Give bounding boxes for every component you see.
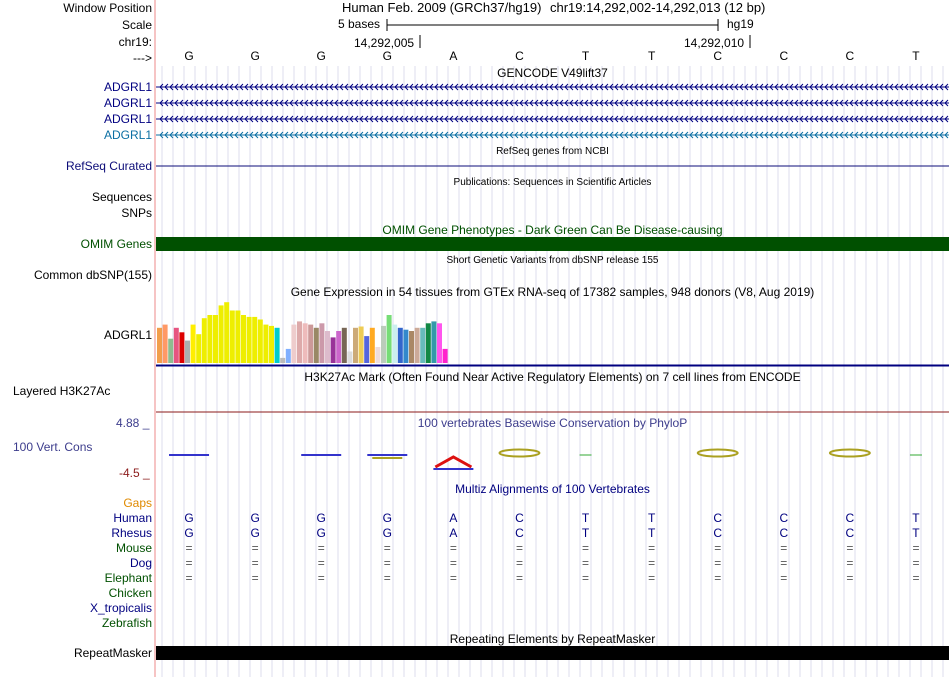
repeatmasker-label[interactable]: RepeatMasker: [73, 646, 152, 660]
alignment-base: =: [449, 541, 457, 555]
base-letter: T: [912, 49, 920, 63]
species-label[interactable]: Dog: [129, 556, 152, 570]
gaps-label[interactable]: Gaps: [123, 496, 152, 510]
coord-right: 14,292,010: [684, 36, 745, 50]
gtex-tissue-bar[interactable]: [415, 328, 420, 363]
alignment-base: C: [515, 526, 524, 540]
alignment-base: =: [185, 571, 193, 585]
gtex-label[interactable]: ADGRL1: [103, 328, 152, 342]
alignment-base: =: [251, 571, 259, 585]
alignment-base: =: [714, 556, 722, 570]
strand-label: --->: [133, 51, 152, 65]
gtex-tissue-bar[interactable]: [252, 317, 257, 363]
species-label[interactable]: Elephant: [104, 571, 152, 585]
conservation-label[interactable]: 100 Vert. Cons: [13, 440, 93, 454]
alignment-base: G: [184, 526, 194, 540]
conservation-glyph: [698, 450, 738, 457]
alignment-base: T: [912, 511, 920, 525]
conservation-glyph: [435, 457, 471, 467]
alignment-base: =: [846, 571, 854, 585]
gtex-tissue-bar[interactable]: [381, 326, 386, 363]
scale-text: 5 bases: [338, 17, 381, 31]
alignment-base: G: [316, 526, 326, 540]
gtex-tissue-bar[interactable]: [219, 305, 224, 363]
publications-label-sequences[interactable]: Sequences: [91, 190, 152, 204]
alignment-base: =: [515, 571, 523, 585]
base-letter: G: [184, 49, 194, 63]
alignment-base: =: [317, 571, 325, 585]
publications-label-snps[interactable]: SNPs: [121, 206, 152, 220]
position-text: chr19:14,292,002-14,292,013 (12 bp): [550, 0, 766, 15]
refseq-label[interactable]: RefSeq Curated: [65, 159, 152, 173]
base-letter: A: [449, 49, 458, 63]
gencode-transcript-label-2[interactable]: ADGRL1: [103, 96, 152, 110]
gtex-tissue-bar[interactable]: [168, 339, 173, 363]
base-letter: C: [845, 49, 855, 63]
gencode-transcript-label-3[interactable]: ADGRL1: [103, 112, 152, 126]
species-label[interactable]: Human: [113, 511, 152, 525]
gtex-tissue-bar[interactable]: [179, 332, 184, 363]
alignment-base: C: [845, 526, 855, 540]
alignment-base: =: [912, 541, 920, 555]
gtex-tissue-bar[interactable]: [258, 320, 263, 364]
gtex-tissue-bar[interactable]: [230, 311, 235, 364]
gtex-tissue-bar[interactable]: [347, 352, 352, 364]
alignment-base: =: [317, 556, 325, 570]
alignment-base: C: [779, 526, 789, 540]
repeatmasker-title: Repeating Elements by RepeatMasker: [449, 632, 656, 646]
alignment-base: C: [515, 511, 524, 525]
gtex-tissue-bar[interactable]: [263, 325, 268, 363]
alignment-base: =: [648, 556, 656, 570]
alignment-base: T: [581, 526, 590, 540]
alignment-base: =: [648, 571, 656, 585]
gtex-tissue-bar[interactable]: [303, 323, 308, 363]
conservation-ymax: 4.88 _: [116, 416, 150, 430]
alignment-base: =: [846, 556, 854, 570]
alignment-base: =: [846, 541, 854, 555]
alignment-base: =: [780, 556, 788, 570]
alignment-base: =: [912, 571, 920, 585]
gtex-tissue-bar[interactable]: [353, 328, 358, 363]
omim-title: OMIM Gene Phenotypes - Dark Green Can Be Disease-causing: [382, 223, 723, 237]
gencode-title: GENCODE V49lift37: [497, 66, 608, 80]
species-label[interactable]: X_tropicalis: [89, 601, 152, 615]
gtex-tissue-bar[interactable]: [213, 315, 218, 363]
dbsnp-label[interactable]: Common dbSNP(155): [33, 268, 152, 282]
gtex-tissue-bar[interactable]: [364, 336, 369, 363]
gtex-tissue-bar[interactable]: [443, 349, 448, 363]
gtex-tissue-bar[interactable]: [325, 331, 330, 363]
alignment-base: =: [449, 556, 457, 570]
base-letter: C: [515, 49, 524, 63]
alignment-base: =: [582, 556, 590, 570]
alignment-base: C: [713, 511, 723, 525]
alignment-base: G: [382, 526, 392, 540]
gtex-tissue-bar[interactable]: [224, 302, 229, 363]
gtex-tissue-bar[interactable]: [431, 321, 436, 363]
gtex-tissue-bar[interactable]: [291, 325, 296, 363]
gtex-tissue-bar[interactable]: [286, 349, 291, 363]
base-letter: G: [250, 49, 260, 63]
gtex-tissue-bar[interactable]: [157, 328, 162, 363]
gtex-tissue-bar[interactable]: [437, 323, 442, 363]
refseq-title: RefSeq genes from NCBI: [496, 146, 609, 157]
alignment-base: C: [845, 511, 855, 525]
omim-bar: [156, 237, 949, 251]
conservation-title: 100 vertebrates Basewise Conservation by PhyloP: [417, 416, 688, 430]
alignment-base: =: [714, 541, 722, 555]
alignment-base: =: [383, 571, 391, 585]
publications-title: Publications: Sequences in Scientific Articles: [453, 177, 652, 188]
h3k27ac-label[interactable]: Layered H3K27Ac: [13, 384, 111, 398]
base-letter: C: [713, 49, 723, 63]
gtex-tissue-bar[interactable]: [392, 325, 397, 363]
alignment-base: C: [713, 526, 723, 540]
alignment-base: =: [780, 541, 788, 555]
base-letter: G: [316, 49, 326, 63]
coord-left: 14,292,005: [354, 36, 415, 50]
species-label[interactable]: Chicken: [108, 586, 152, 600]
repeatmasker-bar: [156, 646, 949, 660]
alignment-base: =: [515, 541, 523, 555]
alignment-base: =: [449, 571, 457, 585]
alignment-base: =: [912, 556, 920, 570]
gtex-tissue-bar[interactable]: [174, 328, 179, 363]
alignment-base: =: [515, 556, 523, 570]
alignment-base: C: [779, 511, 789, 525]
gtex-title: Gene Expression in 54 tissues from GTEx RNA-seq of 17382 samples, 948 donors (V8, Aug 2019): [290, 285, 815, 299]
species-label[interactable]: Rhesus: [111, 526, 152, 540]
base-letter: C: [779, 49, 789, 63]
gtex-tissue-bar[interactable]: [387, 315, 392, 363]
alignment-base: =: [185, 556, 193, 570]
alignment-base: T: [647, 511, 656, 525]
gtex-tissue-bar[interactable]: [275, 328, 280, 363]
gtex-tissue-bar[interactable]: [319, 323, 324, 363]
base-letter: T: [581, 49, 590, 63]
alignment-base: =: [185, 541, 193, 555]
alignment-base: =: [780, 571, 788, 585]
alignment-base: =: [251, 541, 259, 555]
gtex-tissue-bar[interactable]: [342, 328, 347, 363]
gtex-tissue-bar[interactable]: [185, 341, 190, 363]
alignment-base: A: [449, 526, 458, 540]
alignment-base: =: [714, 571, 722, 585]
gtex-tissue-bar[interactable]: [191, 325, 196, 363]
gtex-tissue-bar[interactable]: [297, 321, 302, 363]
alignment-base: =: [582, 571, 590, 585]
window-position-label: Window Position: [63, 1, 152, 15]
alignment-base: G: [382, 511, 392, 525]
gtex-tissue-bar[interactable]: [247, 317, 252, 363]
gtex-tissue-bar[interactable]: [359, 327, 364, 364]
gtex-tissue-bar[interactable]: [202, 318, 207, 363]
gtex-tissue-bar[interactable]: [420, 328, 425, 363]
alignment-base: T: [581, 511, 590, 525]
assembly-text: Human Feb. 2009 (GRCh37/hg19): [342, 0, 542, 15]
gtex-tissue-bar[interactable]: [235, 311, 240, 364]
alignment-base: =: [383, 541, 391, 555]
gtex-tissue-bar[interactable]: [207, 315, 212, 363]
multiz-title: Multiz Alignments of 100 Vertebrates: [455, 482, 650, 496]
alignment-base: A: [449, 511, 458, 525]
alignment-base: G: [184, 511, 194, 525]
species-label[interactable]: Zebrafish: [101, 616, 152, 630]
gtex-tissue-bar[interactable]: [426, 323, 431, 363]
gtex-tissue-bar[interactable]: [403, 330, 408, 363]
gencode-transcript-label-4[interactable]: ADGRL1: [103, 128, 152, 142]
gtex-tissue-bar[interactable]: [398, 328, 403, 363]
gtex-tissue-bar[interactable]: [409, 331, 414, 363]
alignment-base: G: [250, 511, 260, 525]
gtex-tissue-bar[interactable]: [375, 347, 380, 363]
conservation-glyph: [830, 450, 870, 457]
omim-label[interactable]: OMIM Genes: [80, 237, 152, 251]
db-text: hg19: [727, 17, 754, 31]
base-letter: G: [382, 49, 392, 63]
gtex-tissue-bar[interactable]: [196, 334, 201, 363]
alignment-base: =: [383, 556, 391, 570]
gtex-tissue-bar[interactable]: [336, 331, 341, 363]
alignment-base: T: [912, 526, 920, 540]
alignment-base: G: [316, 511, 326, 525]
scale-label: Scale: [121, 18, 152, 32]
gtex-tissue-bar[interactable]: [314, 328, 319, 363]
alignment-base: =: [317, 541, 325, 555]
chrom-label: chr19:: [118, 35, 152, 49]
alignment-base: T: [647, 526, 656, 540]
alignment-base: =: [648, 541, 656, 555]
alignment-base: G: [250, 526, 260, 540]
alignment-base: =: [251, 556, 259, 570]
conservation-ymin: -4.5 _: [119, 466, 150, 480]
gtex-tissue-bar[interactable]: [269, 326, 274, 363]
alignment-base: =: [582, 541, 590, 555]
base-letter: T: [647, 49, 656, 63]
gtex-tissue-bar[interactable]: [280, 358, 285, 363]
gencode-transcript-label-1[interactable]: ADGRL1: [103, 80, 152, 94]
gtex-tissue-bar[interactable]: [331, 337, 336, 363]
gtex-tissue-bar[interactable]: [241, 315, 246, 363]
h3k27ac-title: H3K27Ac Mark (Often Found Near Active Regulatory Elements) on 7 cell lines from ENCODE: [304, 370, 801, 384]
species-label[interactable]: Mouse: [115, 541, 152, 555]
gtex-tissue-bar[interactable]: [370, 328, 375, 363]
conservation-glyph: [499, 450, 539, 457]
gtex-tissue-bar[interactable]: [163, 325, 168, 363]
gtex-tissue-bar[interactable]: [308, 325, 313, 363]
dbsnp-title: Short Genetic Variants from dbSNP release 155: [446, 255, 659, 266]
